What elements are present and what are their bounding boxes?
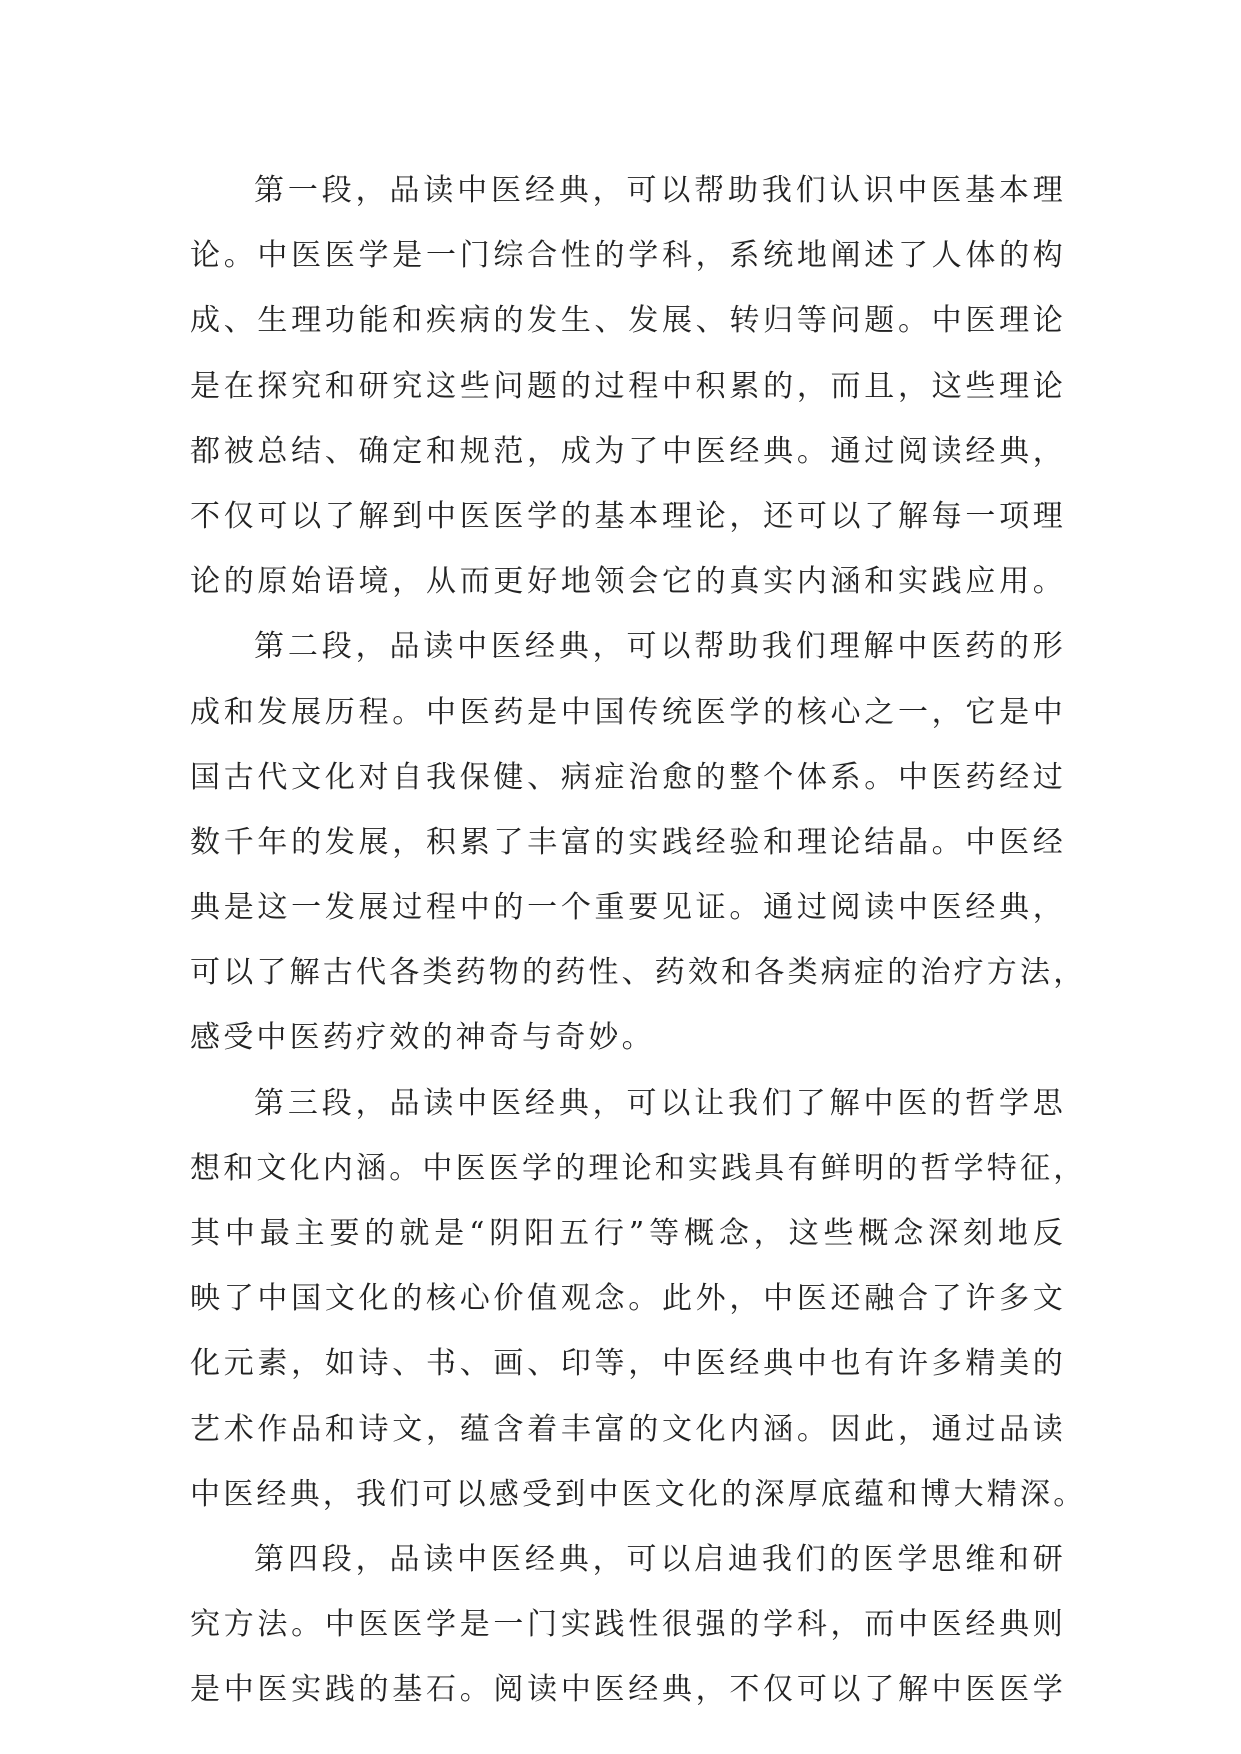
paragraph-line: 第一段，品读中医经典，可以帮助我们认识中医基本理 xyxy=(254,173,1066,208)
paragraph-line: 国古代文化对自我保健、病症治愈的整个体系。中医药经过 xyxy=(190,759,1066,795)
paragraph-line: 论。中医医学是一门综合性的学科，系统地阐述了人体的构 xyxy=(190,238,1066,274)
paragraph-line: 其中最主要的就是“阴阳五行”等概念，这些概念深刻地反 xyxy=(190,1216,1066,1251)
paragraph-line: 成和发展历程。中医药是中国传统医学的核心之一，它是中 xyxy=(190,694,1066,730)
paragraph-2 xyxy=(190,614,1087,1070)
paragraph-1 xyxy=(190,158,1066,614)
paragraph-line: 艺术作品和诗文，蕴含着丰富的文化内涵。因此，通过品读 xyxy=(190,1411,1066,1447)
paragraph-line: 第二段，品读中医经典，可以帮助我们理解中医药的形 xyxy=(254,629,1066,665)
paragraph-line: 中医经典，我们可以感受到中医文化的深厚底蕴和博大精深。 xyxy=(190,1476,1087,1512)
paragraph-line: 究方法。中医医学是一门实践性很强的学科，而中医经典则 xyxy=(190,1607,1066,1643)
paragraph-line: 都被总结、确定和规范，成为了中医经典。通过阅读经典， xyxy=(190,433,1066,469)
paragraph-line: 映了中国文化的核心价值观念。此外，中医还融合了许多文 xyxy=(190,1281,1066,1317)
paragraph-line: 化元素，如诗、书、画、印等，中医经典中也有许多精美的 xyxy=(190,1346,1066,1382)
document-body xyxy=(190,158,1087,1723)
paragraph-line: 想和文化内涵。中医医学的理论和实践具有鲜明的哲学特征， xyxy=(190,1150,1087,1186)
paragraph-line: 是中医实践的基石。阅读中医经典，不仅可以了解中医医学 xyxy=(190,1672,1066,1708)
paragraph-line: 论的原始语境，从而更好地领会它的真实内涵和实践应用。 xyxy=(190,564,1066,600)
paragraph-3 xyxy=(190,1071,1087,1527)
paragraph-line: 不仅可以了解到中医医学的基本理论，还可以了解每一项理 xyxy=(190,498,1066,534)
paragraph-line: 成、生理功能和疾病的发生、发展、转归等问题。中医理论 xyxy=(190,303,1066,339)
paragraph-line: 可以了解古代各类药物的药性、药效和各类病症的治疗方法， xyxy=(190,955,1087,991)
paragraph-line: 感受中医药疗效的神奇与奇妙。 xyxy=(190,1020,655,1056)
paragraph-line: 第三段，品读中医经典，可以让我们了解中医的哲学思 xyxy=(254,1085,1066,1121)
paragraph-line: 数千年的发展，积累了丰富的实践经验和理论结晶。中医经 xyxy=(190,824,1066,860)
paragraph-line: 典是这一发展过程中的一个重要见证。通过阅读中医经典， xyxy=(190,890,1066,926)
paragraph-4 xyxy=(190,1527,1066,1723)
paragraph-line: 第四段，品读中医经典，可以启迪我们的医学思维和研 xyxy=(254,1541,1066,1577)
paragraph-line: 是在探究和研究这些问题的过程中积累的，而且，这些理论 xyxy=(190,368,1066,404)
